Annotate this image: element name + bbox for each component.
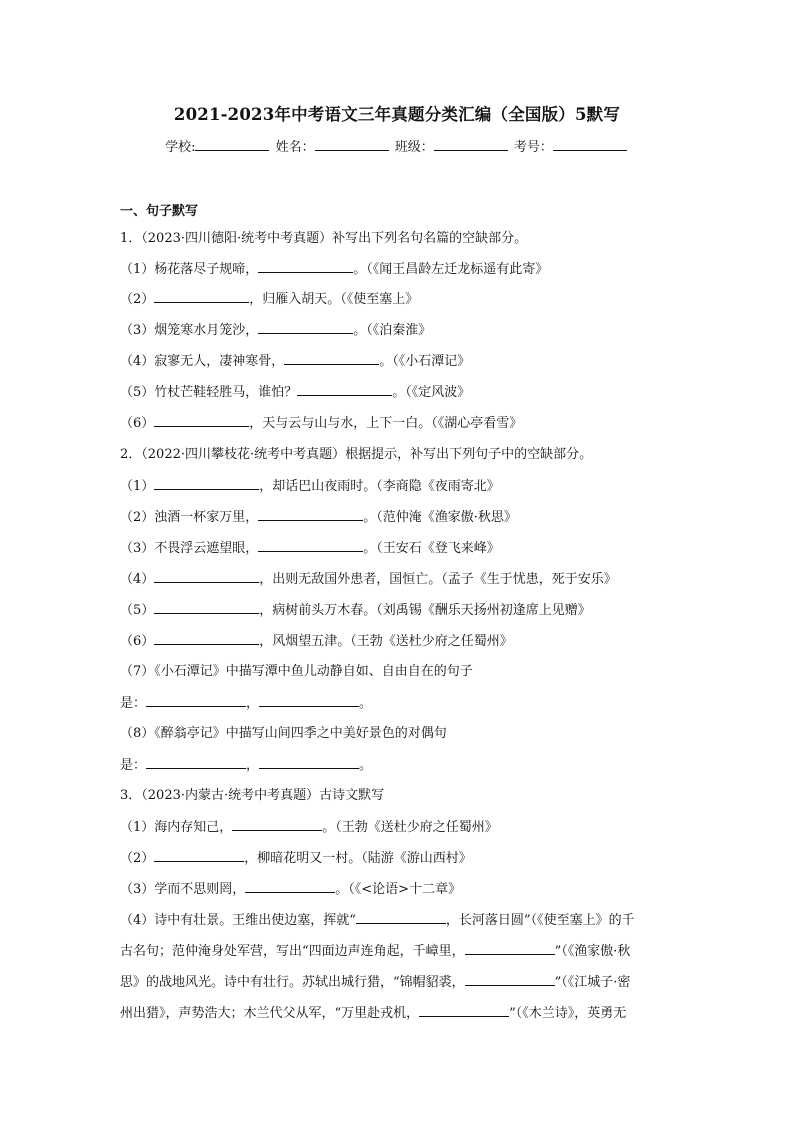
question-2-item-1: （1） ，却话巴山夜雨时。（李商隐《夜雨寄北》 — [120, 479, 500, 494]
answer-blank[interactable] — [465, 973, 555, 986]
answer-blank[interactable] — [154, 477, 259, 490]
document-title: 2021-2023年中考语文三年真题分类汇编（全国版）5默写 — [173, 105, 621, 124]
answer-blank[interactable] — [154, 601, 259, 614]
question-1-stem: 1．（2023·四川德阳·统考中考真题）补写出下列名句名篇的空缺部分。 — [120, 231, 528, 246]
answer-blank[interactable] — [259, 756, 359, 769]
number-label: 考号： — [513, 140, 553, 155]
student-info-row — [0, 138, 794, 157]
answer-blank[interactable] — [232, 818, 322, 831]
question-3-item-1: （1）海内存知己， 。（王勃《送杜少府之任蜀州》 — [120, 820, 498, 835]
question-3-stem: 3．（2023·内蒙古·统考中考真题）古诗文默写 — [120, 788, 385, 803]
answer-blank[interactable] — [259, 694, 359, 707]
question-3-item-4-line-1: （4）诗中有壮景。王维出使边塞，挥就“ ，长河落日圆”（《使至塞上》的千 — [120, 913, 635, 928]
answer-blank[interactable] — [258, 508, 363, 521]
question-2-item-7-answer: 是： ， 。 — [120, 696, 373, 711]
question-2-item-4: （4） ，出则无敌国外患者，国恒亡。（孟子《生于忧患，死于安乐》 — [120, 572, 617, 587]
question-2-item-8: （8）《醉翁亭记》中描写山间四季之中美好景色的对偶句 — [120, 726, 447, 741]
question-1-item-2: （2） ，归雁入胡天。（《使至塞上》 — [120, 292, 419, 307]
answer-blank[interactable] — [146, 694, 246, 707]
answer-blank[interactable] — [154, 290, 249, 303]
section-heading: 一、句子默写 — [120, 204, 199, 219]
answer-blank[interactable] — [154, 849, 244, 862]
answer-blank[interactable] — [258, 260, 353, 273]
answer-blank[interactable] — [258, 321, 353, 334]
question-1-item-4: （4）寂寥无人，凄神寒骨， 。（《小石潭记》 — [120, 354, 471, 369]
school-label: 学校: — [165, 140, 196, 155]
question-2-item-6: （6） ，风烟望五津。（王勃《送杜少府之任蜀州》 — [120, 634, 513, 649]
question-2-item-2: （2）浊酒一杯家万里， 。（范仲淹《渔家傲·秋思》 — [120, 510, 517, 525]
question-1-item-5: （5）竹杖芒鞋轻胜马，谁怕？ 。（《定风波》 — [120, 385, 471, 400]
answer-blank[interactable] — [245, 880, 335, 893]
question-3-item-4-line-3: 思》的战地风光。诗中有壮行。苏轼出城行猎，“锦帽貂裘， ”（《江城子·密 — [120, 975, 631, 990]
number-blank[interactable] — [553, 138, 627, 151]
answer-blank[interactable] — [284, 352, 379, 365]
answer-blank[interactable] — [356, 911, 446, 924]
answer-blank[interactable] — [154, 632, 259, 645]
class-blank[interactable] — [434, 138, 508, 151]
question-3-item-3: （3）学而不思则罔， 。（《<论语>十二章》 — [120, 882, 462, 897]
question-3-item-4-line-2: 古名句；范仲淹身处军营，写出“四面边声连角起，千嶂里， ”（《渔家傲·秋 — [120, 944, 631, 959]
question-2-item-8-answer: 是： ， 。 — [120, 758, 373, 773]
answer-blank[interactable] — [154, 414, 249, 427]
answer-blank[interactable] — [419, 1004, 509, 1017]
answer-blank[interactable] — [146, 756, 246, 769]
question-1-item-3: （3）烟笼寒水月笼沙， 。（《泊秦淮》 — [120, 323, 432, 338]
answer-blank[interactable] — [465, 942, 555, 955]
question-1-item-1: （1）杨花落尽子规啼， 。（《闻王昌龄左迁龙标遥有此寄》 — [120, 262, 549, 277]
question-2-item-3: （3）不畏浮云遮望眼， 。（王安石《登飞来峰》 — [120, 541, 500, 556]
question-3-item-4-line-4: 州出猎》，声势浩大；木兰代父从军，“万里赴戎机， ”（《木兰诗》，英勇无 — [120, 1006, 627, 1021]
question-3-item-2: （2） ，柳暗花明又一村。（陆游《游山西村》 — [120, 851, 472, 866]
question-2-stem: 2．（2022·四川攀枝花·统考中考真题）根据提示，补写出下列句子中的空缺部分。 — [120, 447, 593, 462]
name-label: 姓名： — [275, 140, 315, 155]
question-2-item-5: （5） ，病树前头万木春。（刘禹锡《酬乐天扬州初逢席上见赠》 — [120, 603, 591, 618]
question-1-item-6: （6） ，天与云与山与水，上下一白。（《湖心亭看雪》 — [120, 416, 523, 431]
answer-blank[interactable] — [154, 570, 259, 583]
name-blank[interactable] — [315, 138, 389, 151]
question-2-item-7: （7）《小石潭记》中描写潭中鱼儿动静自如、自由自在的句子 — [120, 664, 473, 679]
answer-blank[interactable] — [297, 383, 392, 396]
class-label: 班级： — [394, 140, 434, 155]
school-blank[interactable] — [195, 138, 269, 151]
answer-blank[interactable] — [258, 539, 363, 552]
